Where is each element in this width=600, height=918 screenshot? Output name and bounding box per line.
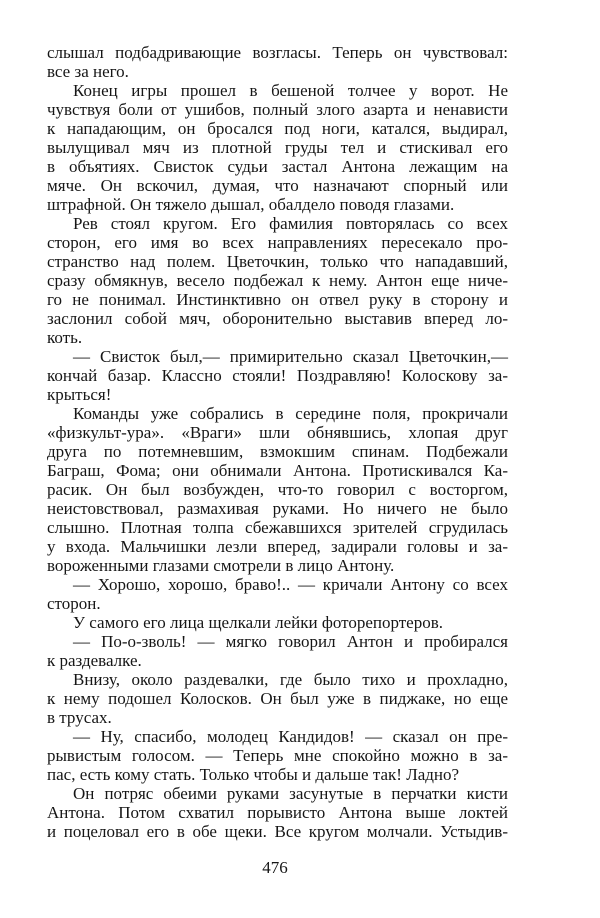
paragraph xyxy=(47,784,508,841)
paragraph xyxy=(47,404,508,575)
text-line: вылущивал мяч из плотной груды тел и стискивал его xyxy=(47,138,508,157)
book-page-text xyxy=(47,43,508,841)
text-line: слышно. Плотная толпа сбежавшихся зрителей сгрудилась xyxy=(47,518,508,537)
text-line: рывистым голосом. — Теперь мне спокойно можно в за- xyxy=(47,746,508,765)
paragraph xyxy=(47,214,508,347)
text-line: — Хорошо, хорошо, браво!.. — кричали Антону со всех xyxy=(73,575,508,594)
text-line: слышал подбадривающие возгласы. Теперь он чувствовал: xyxy=(47,43,508,62)
paragraph xyxy=(47,670,508,727)
text-line: Внизу, около раздевалки, где было тихо и прохладно, xyxy=(73,670,508,689)
text-line: в объятиях. Свисток судьи застал Антона лежащим на xyxy=(47,157,508,176)
paragraph xyxy=(47,81,508,214)
text-line: Рев стоял кругом. Его фамилия повторялась со всех xyxy=(73,214,508,233)
text-line: кончай базар. Классно стояли! Поздравляю! Колоскову за- xyxy=(47,366,508,385)
text-line: го не понимал. Инстинктивно он отвел руку в сторону и xyxy=(47,290,508,309)
text-line: и поцеловал его в обе щеки. Все кругом молчали. Устыдив- xyxy=(47,822,508,841)
text-line: сторон. xyxy=(47,594,101,613)
text-line: чувствуя боли от ушибов, полный злого азарта и ненависти xyxy=(47,100,508,119)
text-line: Антона. Потом схватил порывисто Антона выше локтей xyxy=(47,803,508,822)
text-line: сразу обмякнув, весело подбежал к нему. Антон еще ниче- xyxy=(47,271,508,290)
text-line: Конец игры прошел в бешеной толчее у ворот. Не xyxy=(73,81,508,100)
text-line: у входа. Мальчишки лезли вперед, задирали головы и за- xyxy=(47,537,508,556)
text-line: к нему подошел Колосков. Он был уже в пиджаке, но еще xyxy=(47,689,508,708)
text-line: неистовствовал, размахивая руками. Но ничего не было xyxy=(47,499,508,518)
text-line: сторон, его имя во всех направлениях пересекало про- xyxy=(47,233,508,252)
text-line: Команды уже собрались в середине поля, прокричали xyxy=(73,404,508,423)
text-line: Баграш, Фома; они обнимали Антона. Протискивался Ка- xyxy=(47,461,508,480)
paragraph xyxy=(47,347,508,404)
text-line: странство над полем. Цветочкин, только что нападавший, xyxy=(47,252,508,271)
text-line: Он потряс обеими руками засунутые в перчатки кисти xyxy=(73,784,508,803)
text-line: пас, есть кому стать. Только чтобы и дальше так! Ладно? xyxy=(47,765,460,784)
paragraph xyxy=(47,613,508,632)
text-line: в трусах. xyxy=(47,708,112,727)
text-line: — По-о-зволь! — мягко говорил Антон и пробирался xyxy=(73,632,508,651)
text-line: к нападающим, он бросался под ноги, катался, выдирал, xyxy=(47,119,508,138)
text-line: мяче. Он вскочил, думая, что назначают спорный или xyxy=(47,176,508,195)
text-line: к раздевалке. xyxy=(47,651,142,670)
page-number: 476 xyxy=(262,858,288,877)
paragraph xyxy=(47,727,508,784)
text-line: вороженными глазами смотрели в лицо Антону. xyxy=(47,556,395,575)
paragraph xyxy=(47,632,508,670)
paragraph xyxy=(47,575,508,613)
text-line: штрафной. Он тяжело дышал, обалдело поводя глазами. xyxy=(47,195,455,214)
text-line: крыться! xyxy=(47,385,112,404)
text-line: расик. Он был возбужден, что-то говорил с восторгом, xyxy=(47,480,508,499)
text-line: заслонил собой мяч, оборонительно выставив вперед ло- xyxy=(47,309,508,328)
text-line: коть. xyxy=(47,328,83,347)
text-line: все за него. xyxy=(47,62,129,81)
text-line: — Свисток был,— примирительно сказал Цветочкин,— xyxy=(73,347,508,366)
paragraph xyxy=(47,43,508,81)
text-line: друга по потемневшим, взмокшим спинам. Подбежали xyxy=(47,442,508,461)
text-line: У самого его лица щелкали лейки фоторепортеров. xyxy=(73,613,444,632)
text-line: — Ну, спасибо, молодец Кандидов! — сказал он пре- xyxy=(73,727,508,746)
text-line: «физкульт-ура». «Враги» шли обнявшись, хлопая друг xyxy=(47,423,508,442)
